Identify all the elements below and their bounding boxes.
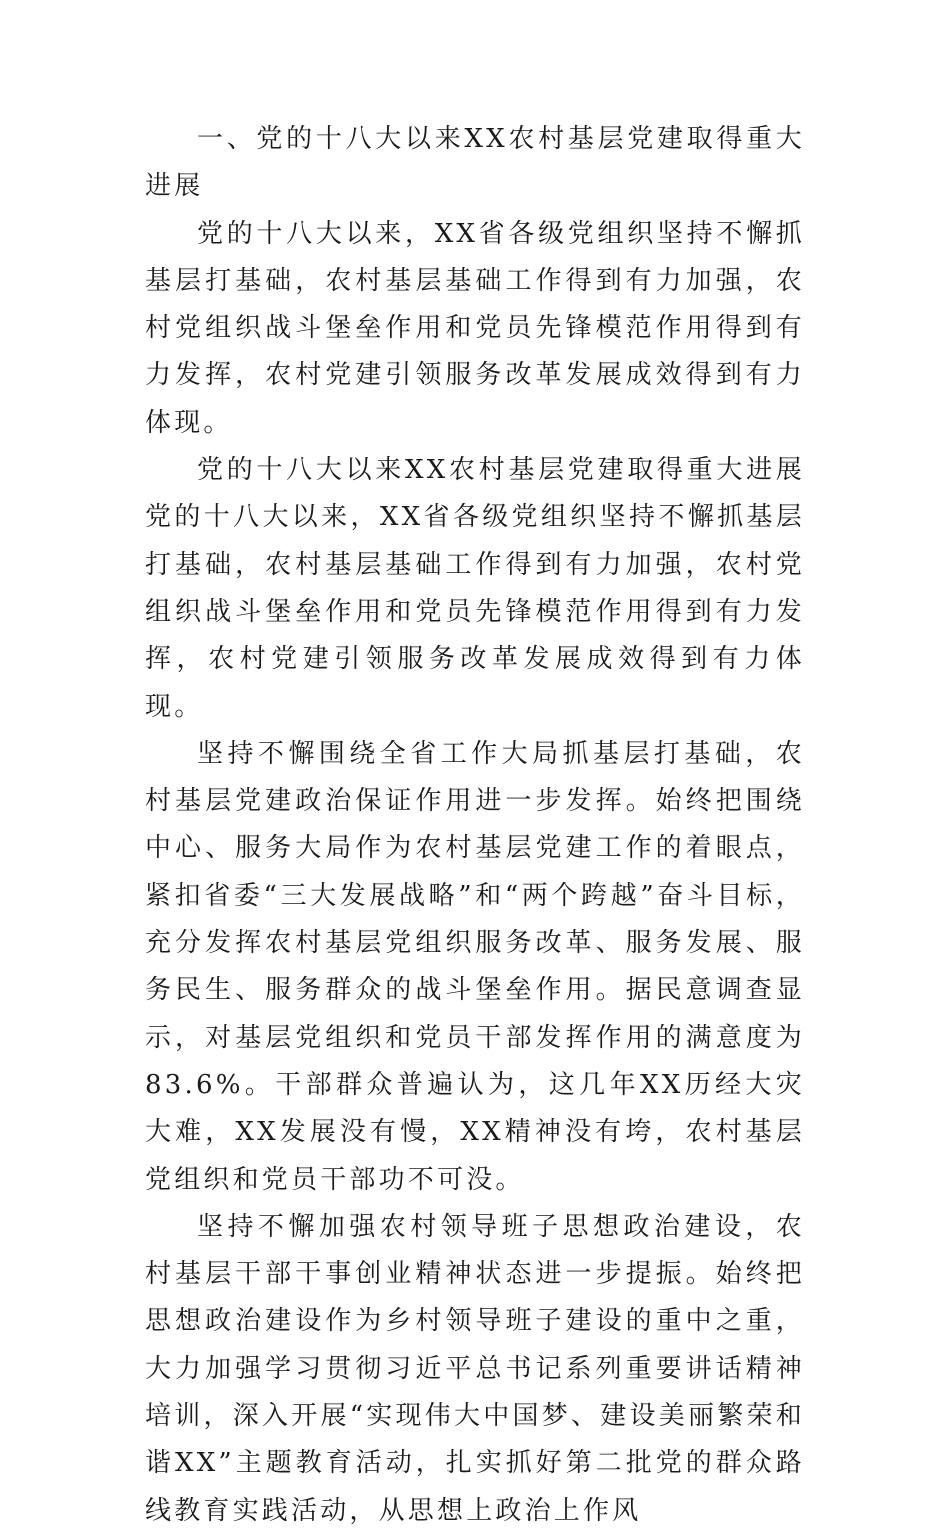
- document-body: [145, 116, 805, 1535]
- section-heading: 一、党的十八大以来XX农村基层党建取得重大进展: [145, 124, 805, 202]
- paragraph-3: 坚持不懈围绕全省工作大局抓基层打基础，农村基层党建政治保证作用进一步发挥。始终把围绕中心、服务大局作为农村基层党建工作的着眼点，紧扣省委“三大发展战略”和“两个跨越”奋斗目标，充分发挥农村基层党组织服务改革、服务发展、服务民生、服务群众的战斗堡垒作用。据民意调查显示，对基层党组织和党员干部发挥作用的满意度为83.6%。干部群众普遍认为，这几年XX历经大灾大难，XX发展没有慢，XX精神没有垮，农村基层党组织和党员干部功不可没。: [145, 738, 805, 1195]
- paragraph-2: 党的十八大以来XX农村基层党建取得重大进展党的十八大以来，XX省各级党组织坚持不懈抓基层打基础，农村基层基础工作得到有力加强，农村党组织战斗堡垒作用和党员先锋模范作用得到有力发挥，农村党建引领服务改革发展成效得到有力体现。: [145, 455, 805, 722]
- paragraph-4: 坚持不懈加强农村领导班子思想政治建设，农村基层干部干事创业精神状态进一步提振。始终把思想政治建设作为乡村领导班子建设的重中之重，大力加强学习贯彻习近平总书记系列重要讲话精神培训，深入开展“实现伟大中国梦、建设美丽繁荣和谐XX”主题教育活动，扎实抓好第二批党的群众路线教育实践活动，从思想上政治上作风: [145, 1211, 805, 1526]
- paragraph-1: 党的十八大以来，XX省各级党组织坚持不懈抓基层打基础，农村基层基础工作得到有力加强，农村党组织战斗堡垒作用和党员先锋模范作用得到有力发挥，农村党建引领服务改革发展成效得到有力体现。: [145, 218, 805, 438]
